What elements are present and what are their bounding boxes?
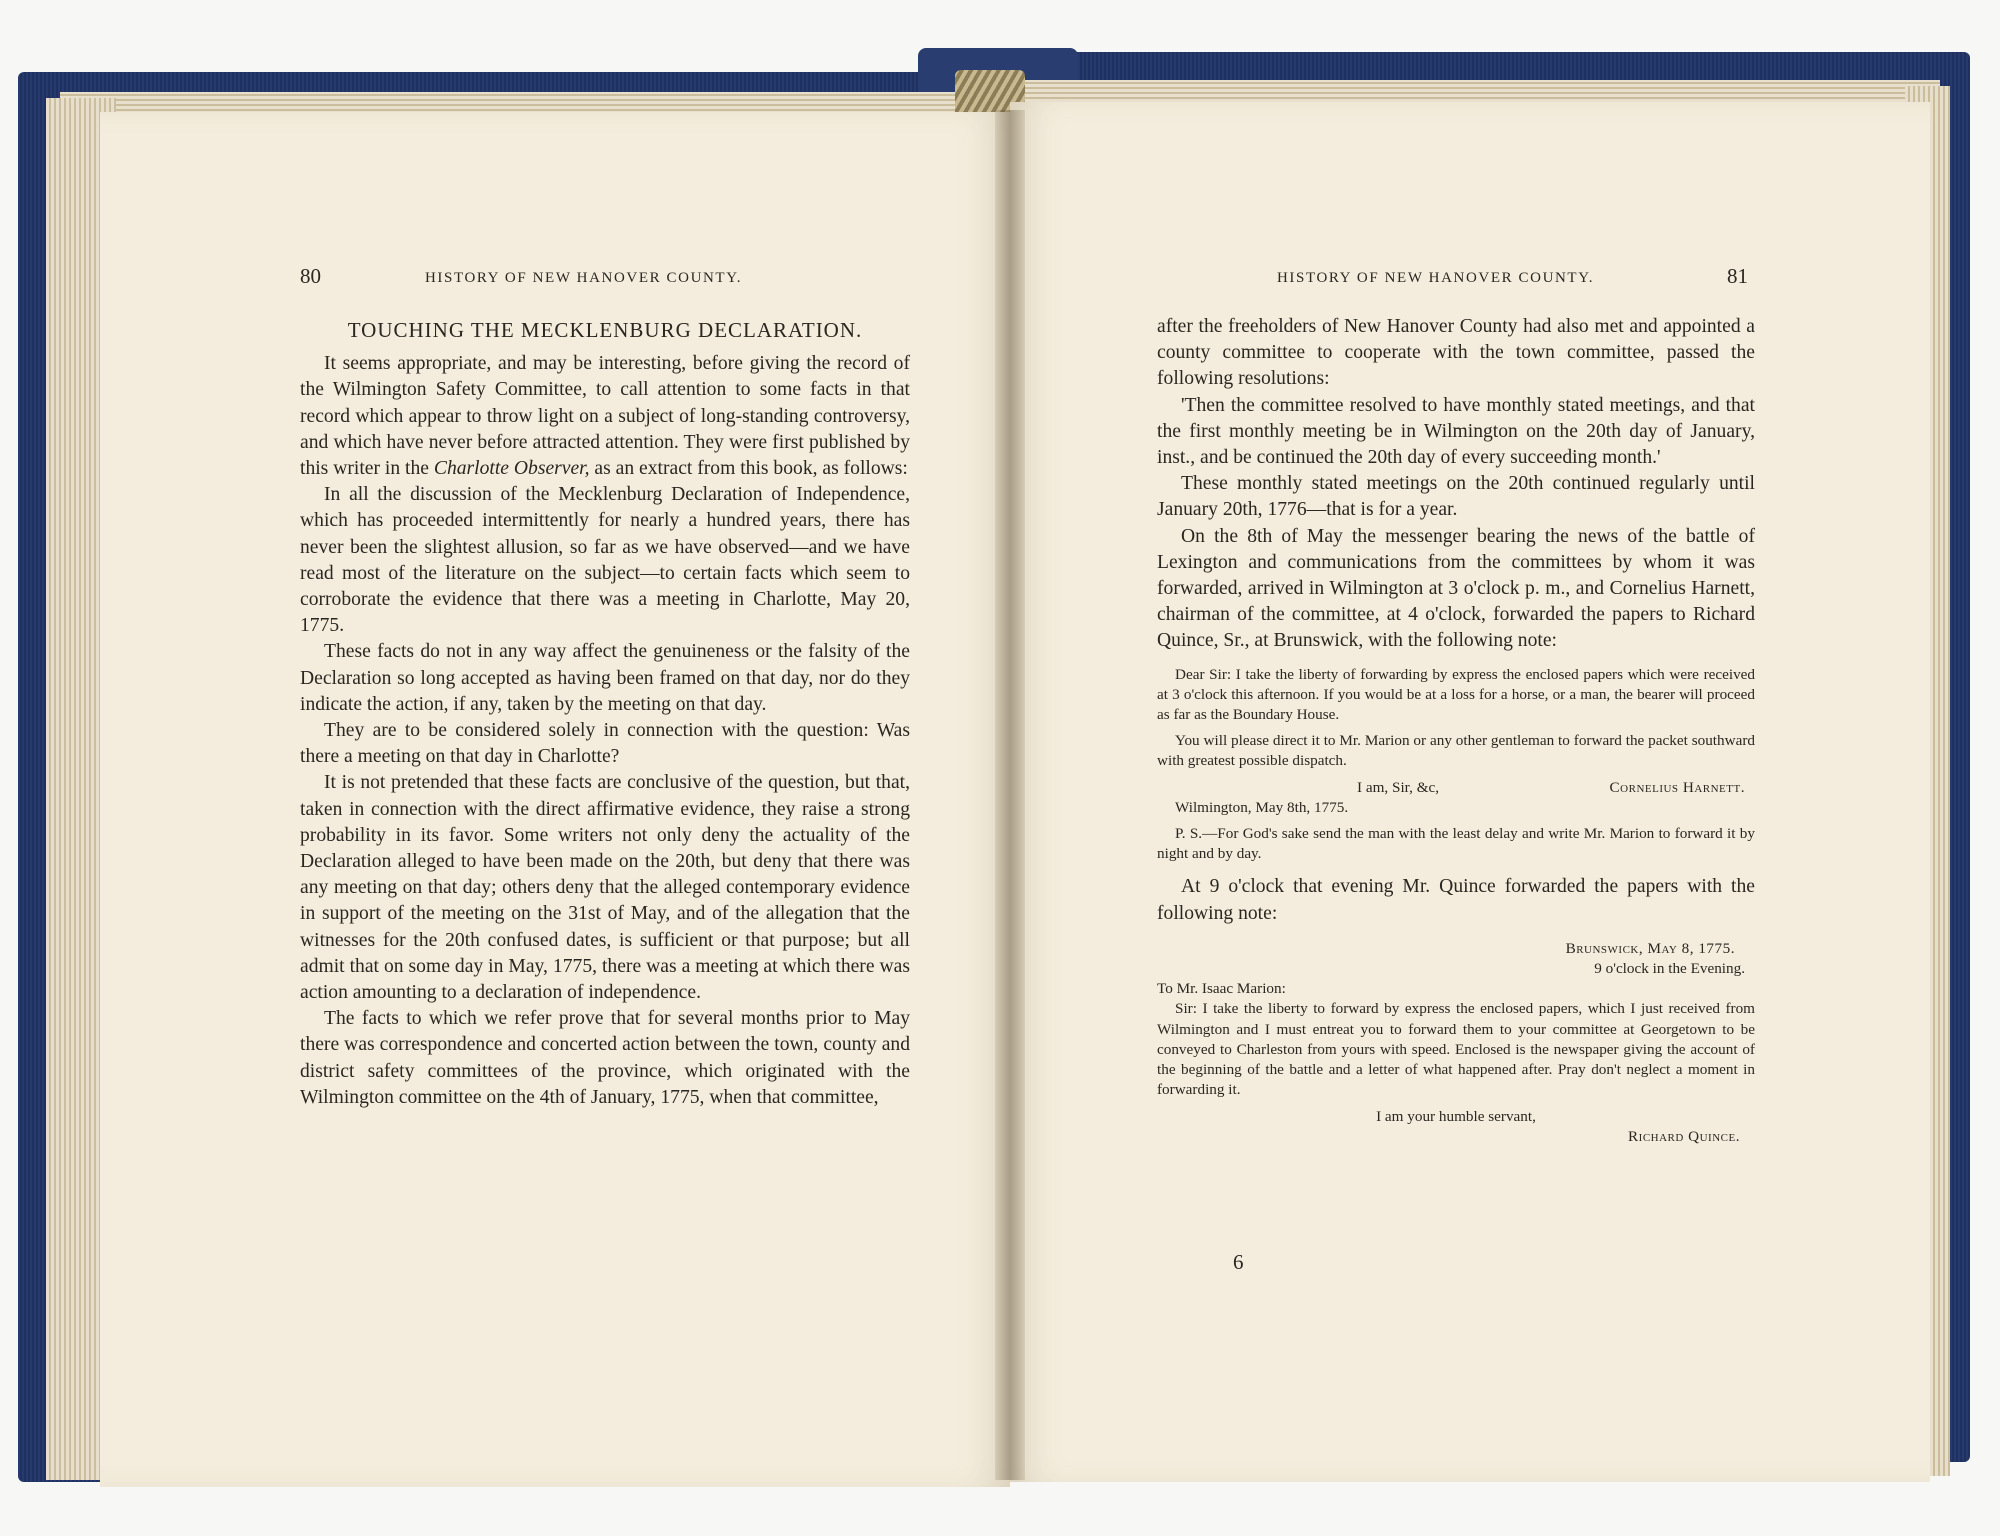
- quince-letter: [1157, 939, 1755, 1147]
- paragraph: In all the discussion of the Mecklenburg Declaration of Independence, which has proceeded intermittently for nearly a hundred years, there has never been the slightest allusion, so far as we have observed—and we have read most of the literature on the subject—to certain facts which seem to corroborate the evidence that there was a meeting in Charlotte, May 20, 1775.: [300, 484, 910, 637]
- harnett-letter: [1157, 665, 1755, 865]
- letter-dateline: Wilmington, May 8th, 1775.: [1175, 798, 1349, 816]
- paragraph: These monthly stated meetings on the 20th continued regularly until January 20th, 1776—that is for a year.: [1157, 473, 1755, 521]
- letter-closing: I am, Sir, &c,: [1357, 778, 1440, 796]
- paragraph: 'Then the committee resolved to have monthly stated meetings, and that the first monthly meeting be in Wilmington on the 20th day of January, inst., and be continued the 20th day of every succeeding month.': [1157, 394, 1755, 469]
- left-page: [100, 112, 1010, 1487]
- letter-time: 9 o'clock in the Evening.: [1594, 960, 1745, 978]
- page-edges-top-right: [1020, 80, 1940, 102]
- page-number: 80: [300, 264, 321, 288]
- book-gutter: [995, 110, 1025, 1480]
- letter-paragraph: You will please direct it to Mr. Marion or any other gentleman to forward the packet southward with greatest possible dispatch.: [1157, 732, 1755, 770]
- paragraph: They are to be considered solely in connection with the question: Was there a meeting on that day in Charlotte?: [300, 720, 910, 768]
- page-edges-top-left: [60, 92, 980, 114]
- running-head: HISTORY OF NEW HANOVER COUNTY.: [1277, 270, 1595, 286]
- right-text-column: [1157, 314, 1755, 1147]
- paragraph: It seems appropriate, and may be interesting, before giving the record of the Wilmington Safety Committee, to call attention to some facts in that record which appear to throw light on a subject of long-standing controversy, and which have never before attracted attention. They were first published by this writer in the Charlotte Observer, as an extract from this book, as follows:: [300, 353, 910, 480]
- paragraph: At 9 o'clock that evening Mr. Quince forwarded the papers with the following note:: [1157, 876, 1755, 924]
- letter-addressee: To Mr. Isaac Marion:: [1157, 980, 1286, 998]
- letter-signoff: [1157, 778, 1755, 798]
- signature-mark: 6: [1233, 1250, 1244, 1274]
- letter-closing: I am your humble servant,: [1376, 1107, 1536, 1125]
- letter-signature: Richard Quince.: [1628, 1127, 1740, 1145]
- paragraph: It is not pretended that these facts are conclusive of the question, but that, taken in connection with the direct affirmative evidence, they raise a strong probability in its favor. Some writers not only deny the actuality of the Declaration alleged to have been made on the 20th, but deny that there was any meeting on that day; others deny that the alleged contemporary evidence in support of the meeting on the 31st of May, and of the allegation that the witnesses for the 20th confused dates, is sufficient or that purpose; but all admit that on some day in May, 1775, there was a meeting at which there was action amounting to a declaration of independence.: [300, 772, 910, 1004]
- paragraph: These facts do not in any way affect the genuineness or the falsity of the Declaration so long accepted as having been framed on that day, nor do they indicate the action, if any, taken by the meeting on that day.: [300, 641, 910, 715]
- letter-postscript: P. S.—For God's sake send the man with the least delay and write Mr. Marion to forward it by night and by day.: [1157, 825, 1755, 863]
- right-page: [1010, 102, 1930, 1482]
- letter-signature: Cornelius Harnett.: [1609, 778, 1745, 796]
- letter-paragraph: Sir: I take the liberty to forward by express the enclosed papers, which I just received from Wilmington and I must entreat you to forward them to your committee at Georgetown to be conveyed to Charleston from yours with speed. Enclosed is the newspaper giving the account of the beginning of the battle and a letter of what happened after. Pray don't neglect a moment in forwarding it.: [1157, 1000, 1755, 1099]
- letter-place: Brunswick, May 8, 1775.: [1565, 939, 1735, 957]
- letter-paragraph: Dear Sir: I take the liberty of forwarding by express the enclosed papers which were received at 3 o'clock this afternoon. If you would be at a loss for a horse, or a man, the bearer will proceed as far as the Boundary House.: [1157, 665, 1755, 724]
- left-text-column: [300, 317, 910, 1111]
- paragraph: On the 8th of May the messenger bearing the news of the battle of Lexington and communications from the committees by whom it was forwarded, arrived in Wilmington at 3 o'clock p. m., and Cornelius Harnett, chairman of the committee, at 4 o'clock, forwarded the papers to Richard Quince, Sr., at Brunswick, with the following note:: [1157, 525, 1755, 652]
- section-title: TOUCHING THE MECKLENBURG DECLARATION.: [347, 318, 863, 342]
- paragraph: after the freeholders of New Hanover County had also met and appointed a county committee to cooperate with the town committee, passed the following resolutions:: [1157, 316, 1755, 390]
- paragraph: The facts to which we refer prove that for several months prior to May there was correspondence and concerted action between the town, county and district safety committees of the province, which originated with the Wilmington committee on the 4th of January, 1775, when that committee,: [300, 1008, 910, 1108]
- running-head: HISTORY OF NEW HANOVER COUNTY.: [425, 270, 743, 286]
- page-number: 81: [1727, 264, 1748, 288]
